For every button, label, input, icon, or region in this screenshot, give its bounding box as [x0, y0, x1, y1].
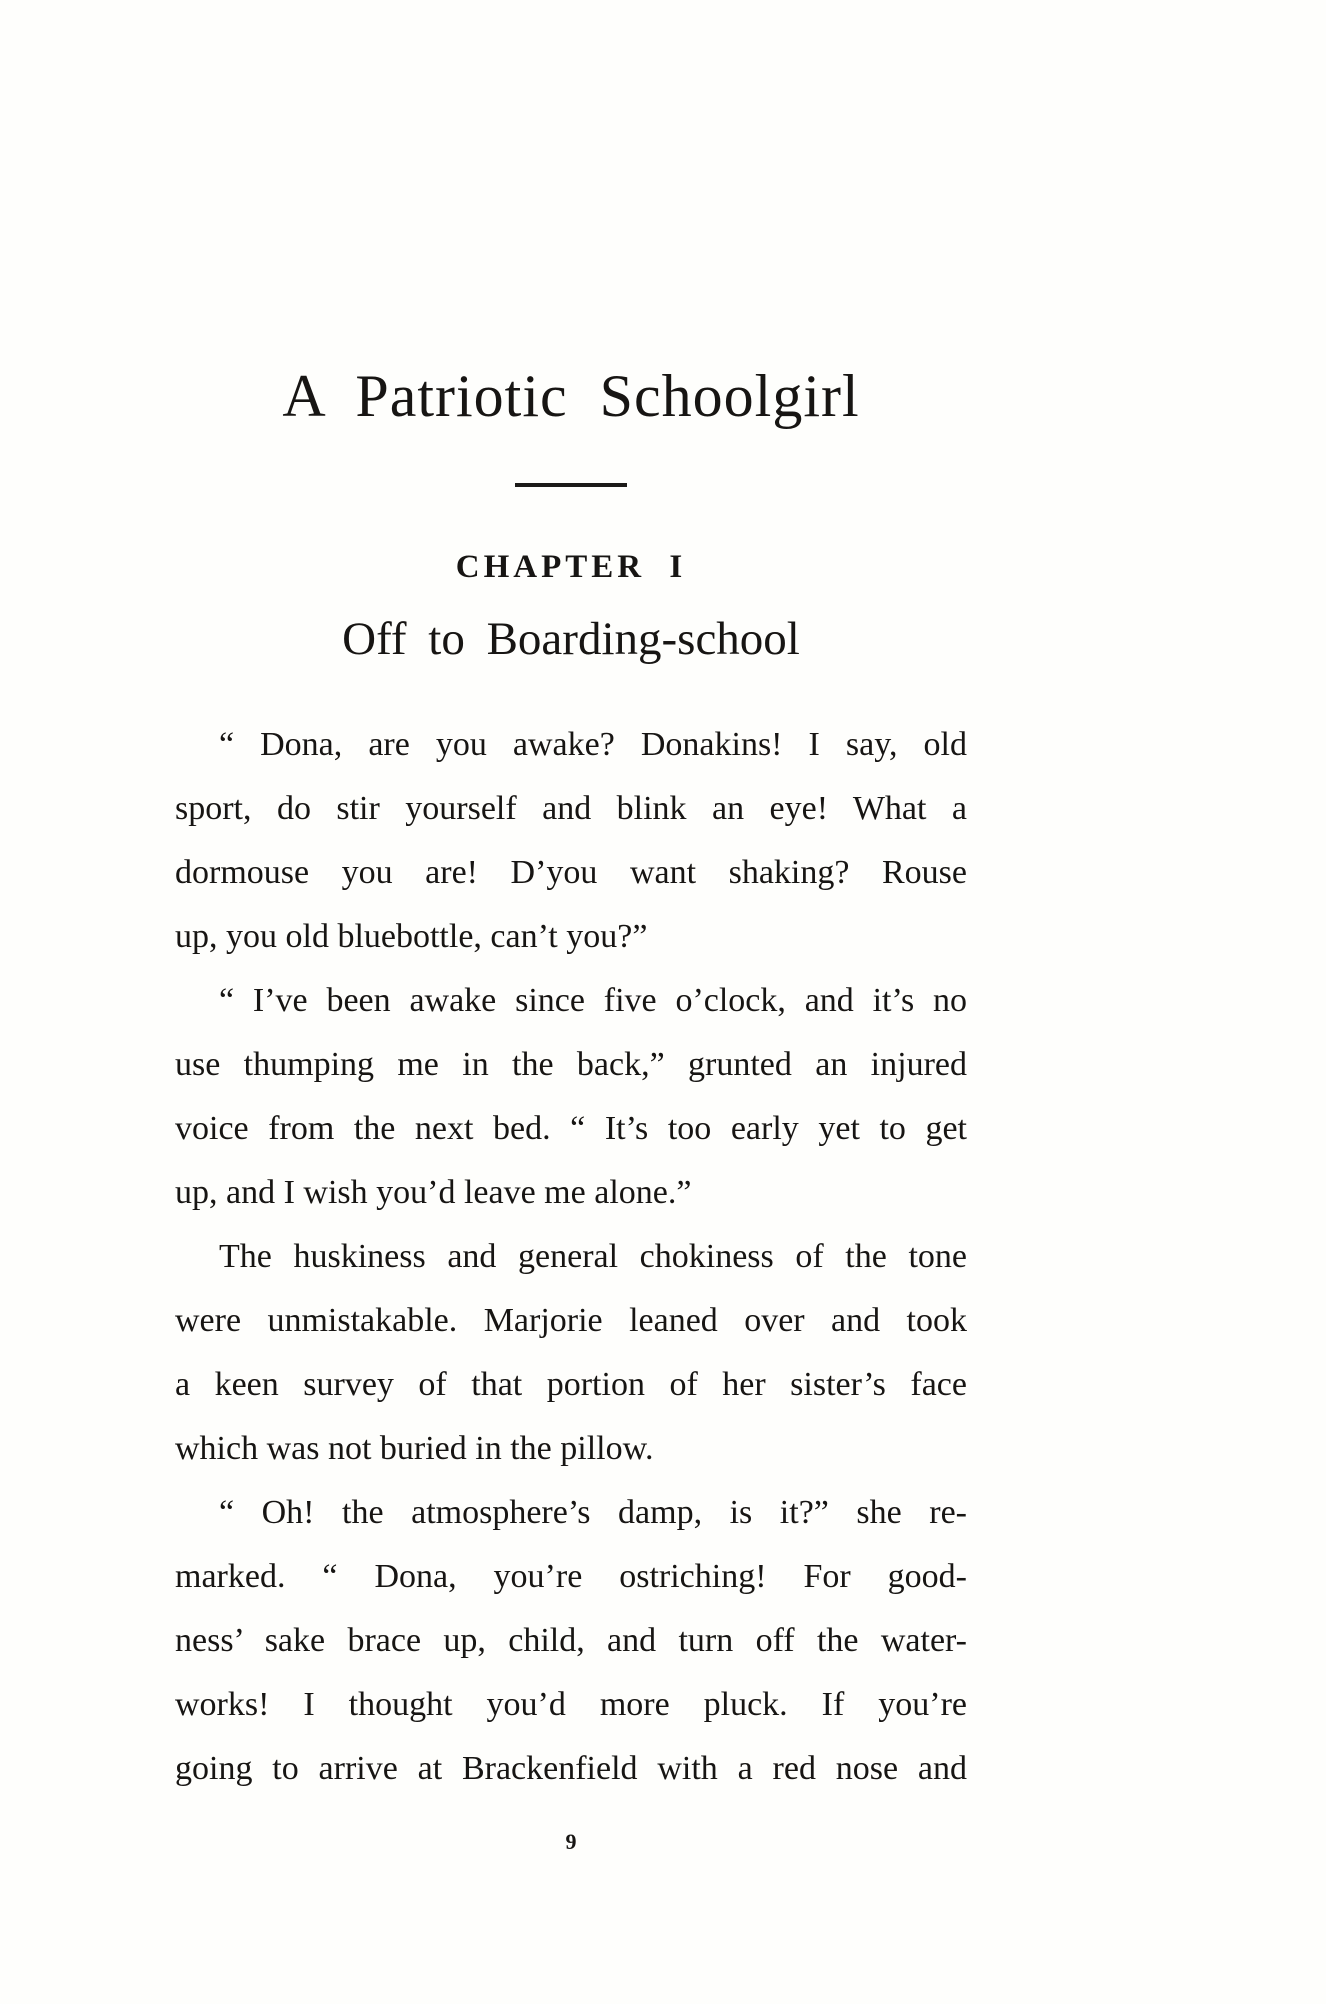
text-line: use thumping me in the back,” grunted an injured [175, 1046, 967, 1083]
text-line: works! I thought you’d more pluck. If you’re [175, 1686, 967, 1723]
text-line: dormouse you are! D’you want shaking? Rouse [175, 854, 967, 891]
text-line: up, and I wish you’d leave me alone.” [175, 1174, 692, 1211]
text-line: a keen survey of that portion of her sister’s face [175, 1366, 967, 1403]
text-line: “ Dona, are you awake? Donakins! I say, old [219, 726, 967, 763]
chapter-heading: CHAPTER I [455, 549, 687, 585]
title-divider [515, 483, 627, 487]
page-number: 9 [565, 1829, 577, 1854]
text-column [175, 0, 967, 1855]
chapter-title: Off to Boarding-school [342, 613, 800, 665]
text-line: “ I’ve been awake since five o’clock, and it’s no [219, 982, 967, 1019]
book-title: A Patriotic Schoolgirl [282, 363, 860, 429]
body-text [175, 713, 967, 1801]
text-line: “ Oh! the atmosphere’s damp, is it?” she re- [219, 1494, 967, 1531]
text-line: sport, do stir yourself and blink an eye! What a [175, 790, 967, 827]
text-line: marked. “ Dona, you’re ostriching! For good- [175, 1558, 967, 1595]
text-line: The huskiness and general chokiness of the tone [219, 1238, 967, 1275]
text-line: which was not buried in the pillow. [175, 1430, 654, 1467]
text-line: going to arrive at Brackenfield with a red nose and [175, 1750, 967, 1787]
text-line: voice from the next bed. “ It’s too early yet to get [175, 1110, 967, 1147]
text-line: were unmistakable. Marjorie leaned over and took [175, 1302, 967, 1339]
text-line: ness’ sake brace up, child, and turn off the water- [175, 1622, 967, 1659]
text-line: up, you old bluebottle, can’t you?” [175, 918, 648, 955]
